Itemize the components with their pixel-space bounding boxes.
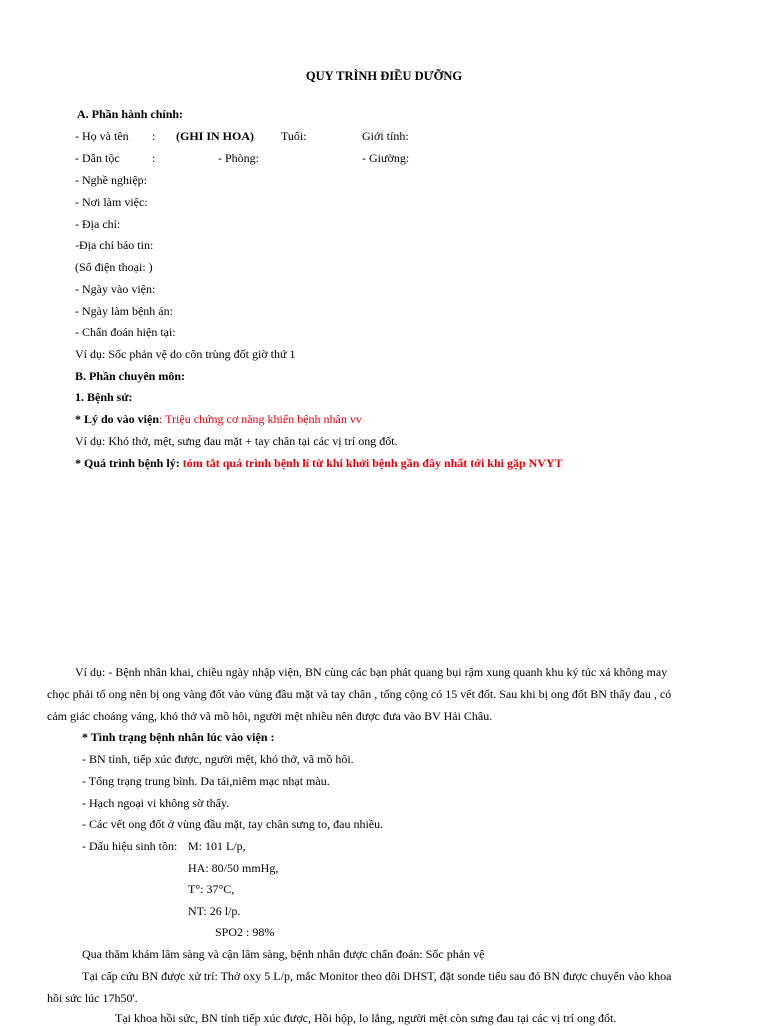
ly-do-note: Triệu chứng cơ năng khiến bệnh nhân vv: [165, 412, 362, 426]
dia-chi-bao-tin-label: -Địa chỉ báo tin:: [75, 238, 154, 252]
dau-hieu-sinh-ton-label: - Dấu hiệu sinh tồn:: [82, 839, 178, 853]
example-paragraph-line-1: Ví dụ: - Bệnh nhân khai, chiều ngày nhập viện, BN cùng các bạn phát quang bụi rậm xung quanh khu ký túc xá không may: [75, 665, 668, 679]
qua-trinh-note: tóm tắt quá trình bệnh lí từ khi khởi bệnh gần đây nhất tới khi gặp NVYT: [182, 456, 563, 470]
example-paragraph-line-3: cảm giác choáng váng, khó thở vã mồ hôi, người mệt nhiều nên được đưa vào BV Hải Châu.: [47, 709, 493, 723]
cap-cuu-line-1: Tại cấp cứu BN được xử trí: Thở oxy 5 L/p, mắc Monitor theo dõi DHST, đặt sonde tiểu sau đó BN được chuyển vào khoa: [82, 969, 672, 983]
chan-doan-example: Ví dụ: Sốc phản vệ do côn trùng đốt giờ thứ 1: [75, 347, 296, 361]
tinh-trang-item: - BN tỉnh, tiếp xúc được, người mệt, khó thở, vã mồ hôi.: [82, 752, 354, 766]
vital-nhip-tho: NT: 26 l/p.: [188, 904, 241, 918]
vital-mach: M: 101 L/p,: [188, 839, 246, 853]
tuoi-label: Tuổi:: [281, 129, 307, 143]
section-a-heading: A. Phần hành chính:: [77, 107, 184, 121]
tinh-trang-item: - Các vết ong đốt ở vùng đầu mặt, tay chân sưng to, đau nhiều.: [82, 817, 384, 831]
gioi-tinh-label: Giới tính:: [362, 129, 409, 143]
noi-lam-viec-label: - Nơi làm việc:: [75, 195, 148, 209]
nghe-nghiep-label: - Nghề nghiệp:: [75, 173, 147, 187]
ly-do-colon: :: [159, 412, 163, 426]
phong-label: - Phòng:: [218, 151, 260, 165]
ho-ten-colon: :: [152, 129, 156, 143]
hoi-suc-line: Tại khoa hồi sức, BN tỉnh tiếp xúc được, Hồi hộp, lo lắng, người mệt còn sưng đau tại các vị trí ong đốt.: [115, 1011, 617, 1025]
vital-spo2: SPO2 : 98%: [215, 925, 275, 939]
dia-chi-label: - Địa chỉ:: [75, 217, 121, 231]
vital-nhiet-do: T°: 37°C,: [188, 882, 235, 896]
ho-ten-label: - Họ và tên: [75, 129, 129, 143]
ly-do-vao-vien-line: [75, 411, 362, 427]
dan-toc-colon: :: [152, 151, 156, 165]
cap-cuu-line-2: hồi sức lúc 17h50'.: [47, 991, 138, 1005]
qua-trinh-label: * Quá trình bệnh lý:: [75, 456, 180, 470]
tinh-trang-item: - Tổng trạng trung bình. Da tái,niêm mạc nhạt màu.: [82, 774, 330, 788]
vital-huyet-ap: HA: 80/50 mmHg,: [188, 861, 279, 875]
ho-ten-value: (GHI IN HOA): [176, 129, 254, 143]
ly-do-label: * Lý do vào viện: [75, 412, 160, 426]
tinh-trang-item: - Hạch ngoại vi không sờ thấy.: [82, 796, 230, 810]
ngay-lam-benh-an-label: - Ngày làm bệnh án:: [75, 304, 173, 318]
chan-doan-line: Qua thăm khám lâm sàng và cận lâm sàng, bệnh nhân được chẩn đoán: Sốc phản vệ: [82, 947, 485, 961]
benh-su-heading: 1. Bệnh sử:: [75, 390, 133, 404]
section-b-heading: B. Phần chuyên môn:: [75, 369, 186, 383]
ngay-vao-vien-label: - Ngày vào viện:: [75, 282, 156, 296]
example-paragraph-line-2: chọc phải tổ ong nên bị ong vàng đốt vào vùng đầu mặt và tay chân , tổng cộng có 15 vết đốt. Sau khi bị ong đốt BN thấy đau , có: [47, 687, 672, 701]
giuong-label: - Giường:: [362, 151, 410, 165]
qua-trinh-line: [75, 455, 563, 471]
chan-doan-label: - Chẩn đoán hiện tại:: [75, 325, 176, 339]
ly-do-example: Ví dụ: Khó thở, mệt, sưng đau mặt + tay chân tại các vị trí ong đốt.: [75, 434, 398, 448]
tinh-trang-heading: * Tình trạng bệnh nhân lúc vào viện :: [82, 730, 275, 744]
document-title: QUY TRÌNH ĐIỀU DƯỠNG: [305, 69, 463, 83]
dan-toc-label: - Dân tộc: [75, 151, 120, 165]
so-dien-thoai-label: (Số điện thoại: ): [75, 260, 153, 274]
